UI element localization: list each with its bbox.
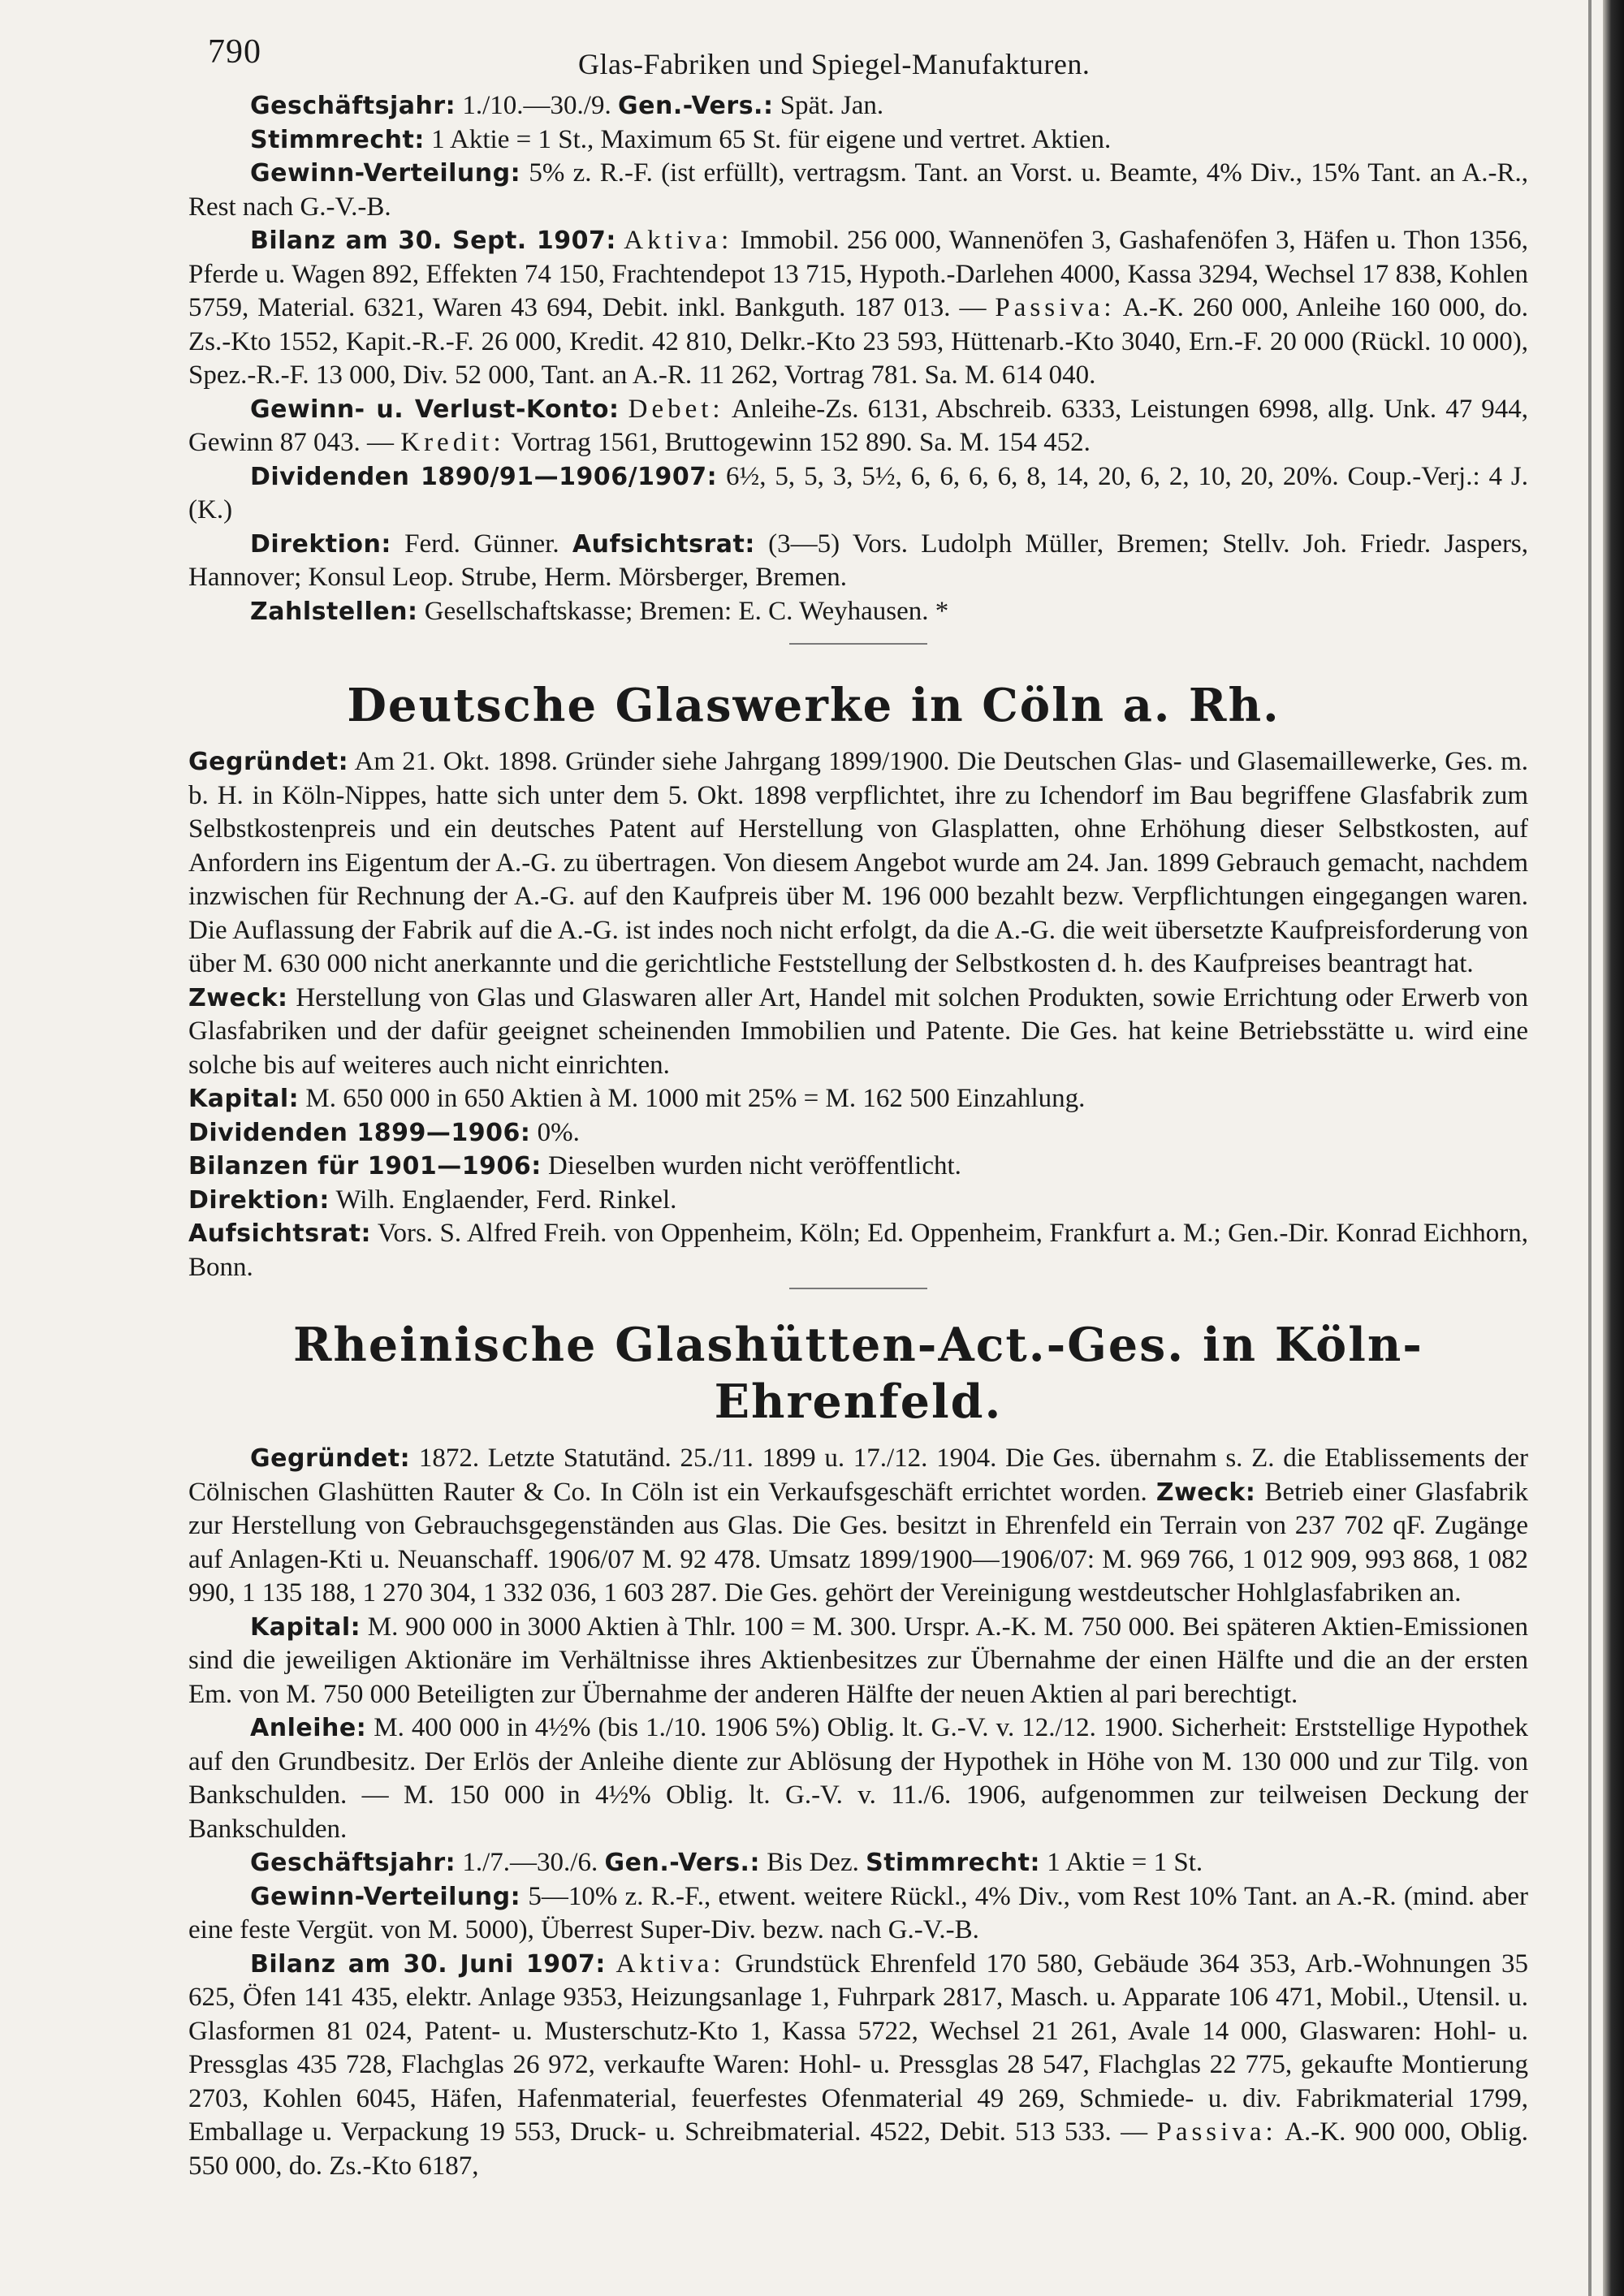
running-title: Glas-Fabriken und Spiegel-Manufakturen.	[578, 48, 1091, 80]
gegruendet-paragraph: Gegründet: Am 21. Okt. 1898. Gründer siehe Jahrgang 1899/1900. Die Deutschen Glas- und Glasemaillewerke, Ges. m. b. H. in Köln-Nippes, hatte sich unter dem 5. Okt. 1898 verpflichtet, ihre zu Ichendorf im Bau begriffene Glasfabrik zum Selbstkostenpreis und ein deutsches Patent auf Herstellung von Glasplatten, ohne Erhöhung dieser Selbstkosten, auf Anfordern ins Eigentum der A.-G. zu übertragen. Von diesem Angebot wurde am 24. Jan. 1899 Gebrauch gemacht, nachdem inzwischen für Rechnung der A.-G. auf den Kaufpreis über M. 196 000 bezahlt bezw. Verpflichtungen eingegangen waren. Die Auflassung der Fabrik auf die A.-G. ist indes noch nicht erfolgt, da die A.-G. die weit übersetzte Kaufpreisforderung von über M. 630 000 nicht anerkannte und die gerichtliche Feststellung der Selbstkosten d. h. des Kaufpreises beantragt hat.	[188, 747, 1528, 978]
page-number: 790	[208, 33, 261, 71]
zahlstellen-line: Zahlstellen: Gesellschaftskasse; Bremen: E. C. Weyhausen. *	[250, 596, 949, 626]
gewinn-verlust-konto: Gewinn- u. Verlust-Konto: Debet: Anleihe-Zs. 6131, Abschreib. 6333, Leistungen 6998, allg. Unk. 47 944, Gewinn 87 043. — Kredit: Vortrag 1561, Bruttogewinn 152 890. Sa. M. 154 452.	[188, 394, 1529, 457]
kapital-paragraph: Kapital: M. 900 000 in 3000 Aktien à Thlr. 100 = M. 300. Urspr. A.-K. M. 750 000. Bei späteren Aktien-Emissionen sind die jeweiligen Aktionäre im Verhältnisse ihres Aktienbesitzes zur Übernahme der einen Hälfte und die an der ersten Em. von M. 750 000 Beteiligten zur Übernahme der anderen Hälfte der neuen Aktien al pari berechtigt.	[188, 1612, 1528, 1709]
gewinn-verteilung: Gewinn-Verteilung: 5—10% z. R.-F., etwent. weitere Rückl., 4% Div., vom Rest 10% Tant. an A.-R. (mind. aber eine feste Vergüt. von M. 5000), Überrest Super-Div. bezw. nach G.-V.-B.	[188, 1881, 1529, 1944]
section-divider	[789, 643, 927, 645]
bilanzen-line: Bilanzen für 1901—1906: Dieselben wurden nicht veröffentlicht.	[188, 1151, 961, 1180]
gegruendet-paragraph: Gegründet: 1872. Letzte Statutänd. 25./11. 1899 u. 17./12. 1904. Die Ges. übernahm s. Z. die Etablissements der Cölnischen Glashütten Rauter & Co. In Cöln ist ein Verkaufsgeschäft errichtet worden. Zweck: Betrieb einer Glasfabrik zur Herstellung von Gebrauchsgegenständen aus Glas. Die Ges. besitzt in Ehrenfeld ein Terrain von 237 702 qF. Zugänge auf Anlagen-Kti u. Neuanschaff. 1906/07 M. 92 478. Umsatz 1899/1900—1906/07: M. 969 766, 1 012 909, 993 868, 1 082 990, 1 135 188, 1 270 304, 1 332 036, 1 603 287. Die Ges. gehört der Vereinigung westdeutscher Hohlglasfabriken an.	[188, 1444, 1529, 1608]
direktion-aufsichtsrat: Direktion: Ferd. Günner. Aufsichtsrat: (3—5) Vors. Ludolph Müller, Bremen; Stellv. Joh. Friedr. Jaspers, Hannover; Konsul Leop. Strube, Herm. Mörsberger, Bremen.	[188, 529, 1529, 592]
anleihe-paragraph: Anleihe: M. 400 000 in 4½% (bis 1./10. 1906 5%) Oblig. lt. G.-V. v. 12./12. 1900. Sicherheit: Erststellige Hypothek auf den Grundbesitz. Der Erlös der Anleihe diente zur Ablösung der Hypothek in Höhe von M. 130 000 und zur Tilg. von Bankschulden. — M. 150 000 in 4½% Oblig. lt. G.-V. v. 11./6. 1906, aufgenommen zur teilweisen Deckung der Bankschulden.	[188, 1713, 1529, 1844]
kapital-line: Kapital: M. 650 000 in 650 Aktien à M. 1000 mit 25% = M. 162 500 Einzahlung.	[188, 1084, 1086, 1113]
bilanz-1907: Bilanz am 30. Juni 1907: Aktiva: Grundstück Ehrenfeld 170 580, Gebäude 364 353, Arb.-Wohnungen 35 625, Öfen 141 435, elektr. Anlage 9353, Heizungsanlage 1, Fuhrpark 2817, Masch. u. Apparate 106 471, Mobil., Utensil. u. Glasformen 81 024, Patent- u. Musterschutz-Kto 1, Kassa 5722, Wechsel 21 261, Avale 14 000, Glaswaren: Hohl- u. Pressglas 435 728, Flachglas 26 972, verkaufte Waren: Hohl- u. Pressglas 28 547, Flachglas 22 775, gekaufte Montierung 2703, Kohlen 6045, Häfen, Hafenmaterial, feuerfestes Ofenmaterial 49 269, Schmiede- u. div. Fabrikmaterial 1799, Emballage u. Verpackung 19 553, Druck- u. Schreibmaterial. 4522, Debit. 513 533. — Passiva: A.-K. 900 000, Oblig. 550 000, do. Zs.-Kto 6187,	[188, 1949, 1529, 2181]
gewinn-verteilung: Gewinn-Verteilung: 5% z. R.-F. (ist erfüllt), vertragsm. Tant. an Vorst. u. Beamte, 4% Div., 15% Tant. an A.-R., Rest nach G.-V.-B.	[188, 158, 1528, 222]
book-spine-edge	[1603, 0, 1624, 2296]
document-page	[188, 24, 1528, 2183]
bilanz-1907: Bilanz am 30. Sept. 1907: Aktiva: Immobil. 256 000, Wannenöfen 3, Gashafenöfen 3, Häfen u. Thon 1356, Pferde u. Wagen 892, Effekten 74 150, Frachtendepot 13 715, Hypoth.-Darlehen 4000, Kassa 3294, Wechsel 17 838, Kohlen 5759, Material. 6321, Waren 43 694, Debit. inkl. Bankguth. 187 013. — Passiva: A.-K. 260 000, Anleihe 160 000, do. Zs.-Kto 1552, Kapit.-R.-F. 26 000, Kredit. 42 810, Delkr.-Kto 23 593, Hüttenarb.-Kto 3040, Ern.-F. 20 000 (Rückl. 10 000), Spez.-R.-F. 13 000, Div. 52 000, Tant. an A.-R. 11 262, Vortrag 781. Sa. M. 614 040.	[188, 226, 1529, 390]
direktion-line: Direktion: Wilh. Englaender, Ferd. Rinkel.	[188, 1185, 677, 1215]
section-divider	[789, 1288, 927, 1289]
dividenden-line: Dividenden 1899—1906: 0%.	[188, 1117, 580, 1147]
zweck-paragraph: Zweck: Herstellung von Glas und Glaswaren aller Art, Handel mit solchen Produkten, sowie Errichtung oder Erwerb von Glasfabriken und der dafür geeignet scheinenden Immobilien und Patente. Die Ges. hat keine Betriebsstätte u. wird eine solche bis auf weiteres auch nicht einrichten.	[188, 982, 1528, 1080]
stimmrecht-line: Stimmrecht: 1 Aktie = 1 St., Maximum 65 St. für eigene und vertret. Aktien.	[250, 124, 1112, 154]
company-title: Deutsche Glaswerke in Cöln a. Rh.	[347, 679, 1281, 732]
entry-deutsche-glaswerke	[188, 677, 1528, 1284]
binding-shadow-line	[1588, 0, 1592, 2296]
page-header	[188, 24, 1528, 89]
entry-continued	[188, 89, 1528, 628]
entry-rheinische-glashuetten	[188, 1317, 1528, 2183]
company-title: Rheinische Glashütten-Act.-Ges. in Köln-Ehrenfeld.	[293, 1318, 1423, 1429]
aufsichtsrat-line: Aufsichtsrat: Vors. S. Alfred Freih. von Oppenheim, Köln; Ed. Oppenheim, Frankfurt a. M.; Gen.-Dir. Konrad Eichhorn, Bonn.	[188, 1219, 1528, 1282]
geschaeftsjahr-line: Geschäftsjahr: 1./10.—30./9. Gen.-Vers.: Spät. Jan.	[250, 91, 884, 120]
dividenden-line: Dividenden 1890/91—1906/1907: 6½, 5, 5, 3, 5½, 6, 6, 6, 6, 8, 14, 20, 6, 2, 10, 20, 20%. Coup.-Verj.: 4 J. (K.)	[188, 461, 1529, 524]
geschaeftsjahr-line: Geschäftsjahr: 1./7.—30./6. Gen.-Vers.: Bis Dez. Stimmrecht: 1 Aktie = 1 St.	[250, 1848, 1203, 1877]
